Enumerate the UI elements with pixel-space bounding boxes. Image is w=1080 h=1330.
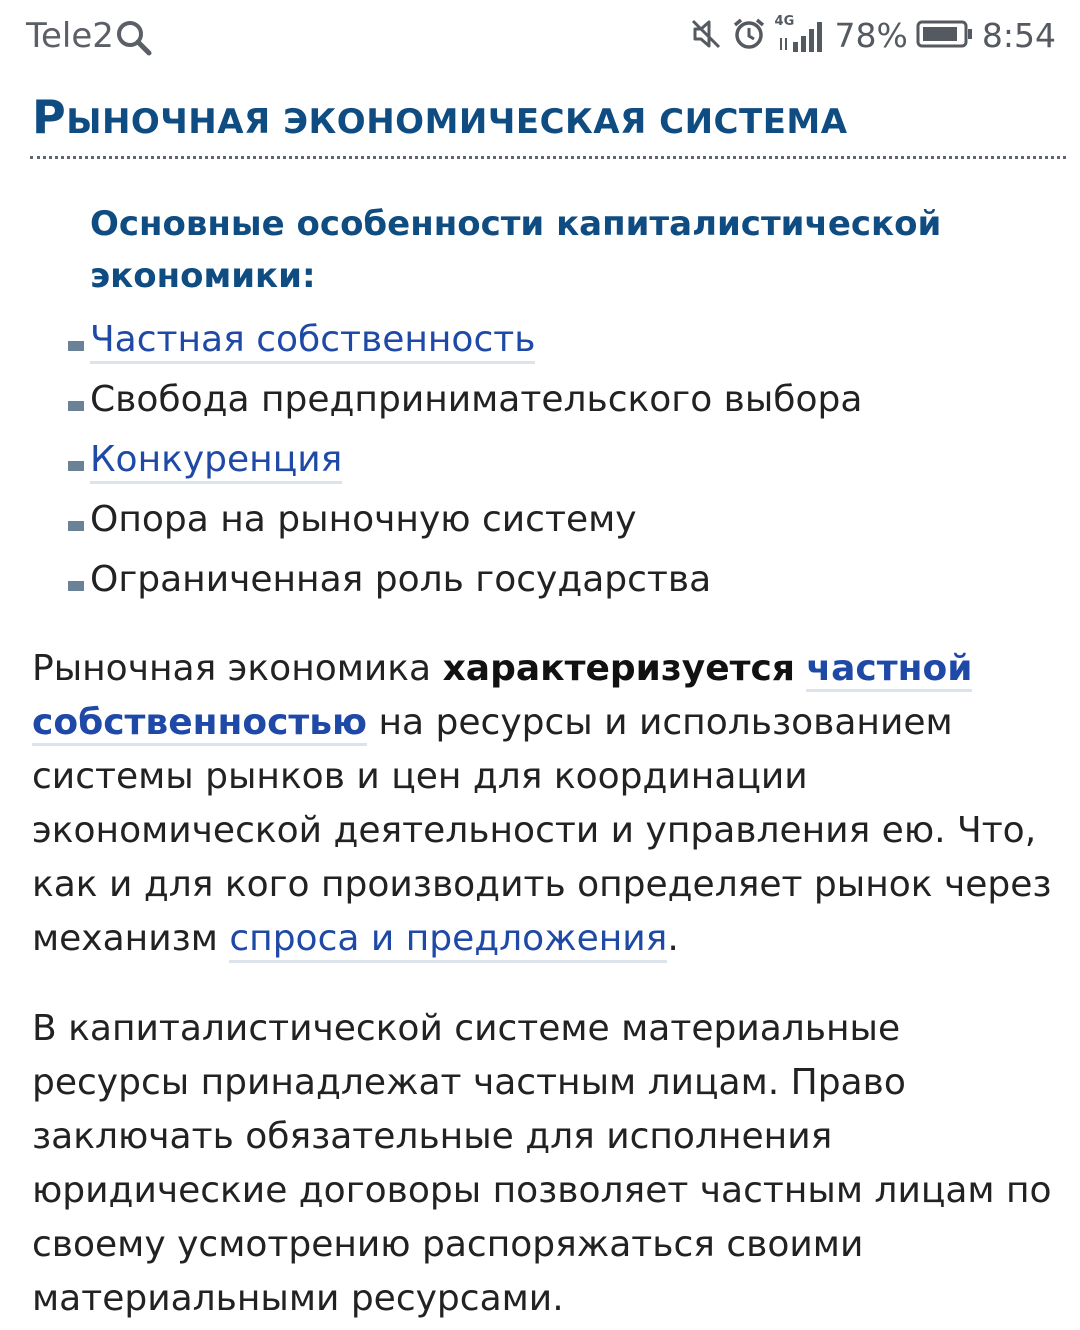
paragraph-end: . [667, 918, 679, 959]
page-title-rest: ЫНОЧНАЯ ЭКОНОМИЧЕСКАЯ СИСТЕМА [66, 102, 848, 142]
carrier-name: Tele2 [26, 16, 114, 56]
signal-icon [774, 14, 827, 54]
list-item-text: Ограниченная роль государства [90, 559, 712, 600]
bullet-icon [68, 461, 84, 471]
page-title [32, 90, 848, 144]
bold-text: характеризуется [442, 648, 795, 689]
list-item[interactable] [68, 430, 862, 490]
list-item-text: Свобода предпринимательского выбора [90, 379, 863, 420]
bullet-icon [68, 521, 84, 531]
bullet-icon [68, 401, 84, 411]
alarm-icon [731, 16, 767, 56]
list-item [68, 550, 862, 610]
paragraph-text: Рыночная экономика [32, 648, 443, 689]
mute-icon [689, 17, 723, 55]
page-title-initial: Р [32, 90, 67, 144]
link-competition[interactable]: Конкуренция [90, 439, 342, 484]
list-item-text: Опора на рыночную систему [90, 499, 637, 540]
link-private-property[interactable]: Частная собственность [90, 319, 535, 364]
status-icons [689, 14, 1056, 58]
bullet-icon [68, 341, 84, 351]
paragraph-capitalist-system: В капиталистической системе материальные ресурсы принадлежат частным лицам. Право заключать обязательные для исполнения юридические договоры позволяет частным лицам по своему усмотрению распоряжаться своими материальными ресурсами. [32, 1008, 1052, 1319]
paragraph-text: на ресурсы и использованием системы рынков и цен для координации экономической деятельности и управления ею. Что, как и для кого производить определяет рынок через механизм [32, 702, 1052, 959]
network-type-label: 4G [774, 14, 795, 29]
battery-icon [916, 19, 974, 53]
clock: 8:54 [981, 16, 1056, 55]
paragraph-market-economy [32, 642, 1062, 966]
title-divider [30, 156, 1066, 159]
list-item[interactable] [68, 310, 862, 370]
list-item [68, 370, 862, 430]
bullet-icon [68, 581, 84, 591]
features-heading: Основные особенности капиталистической экономики: [90, 204, 942, 296]
link-supply-demand[interactable]: спроса и предложения [229, 918, 667, 963]
status-bar [0, 0, 1080, 72]
paragraph-space [795, 648, 806, 689]
link-private-ownership[interactable]: частной собственностью [32, 648, 972, 746]
search-icon [114, 18, 154, 58]
list-item [68, 490, 862, 550]
battery-percent: 78% [834, 16, 908, 55]
article-page[interactable] [0, 72, 1080, 1330]
features-list [68, 310, 862, 610]
